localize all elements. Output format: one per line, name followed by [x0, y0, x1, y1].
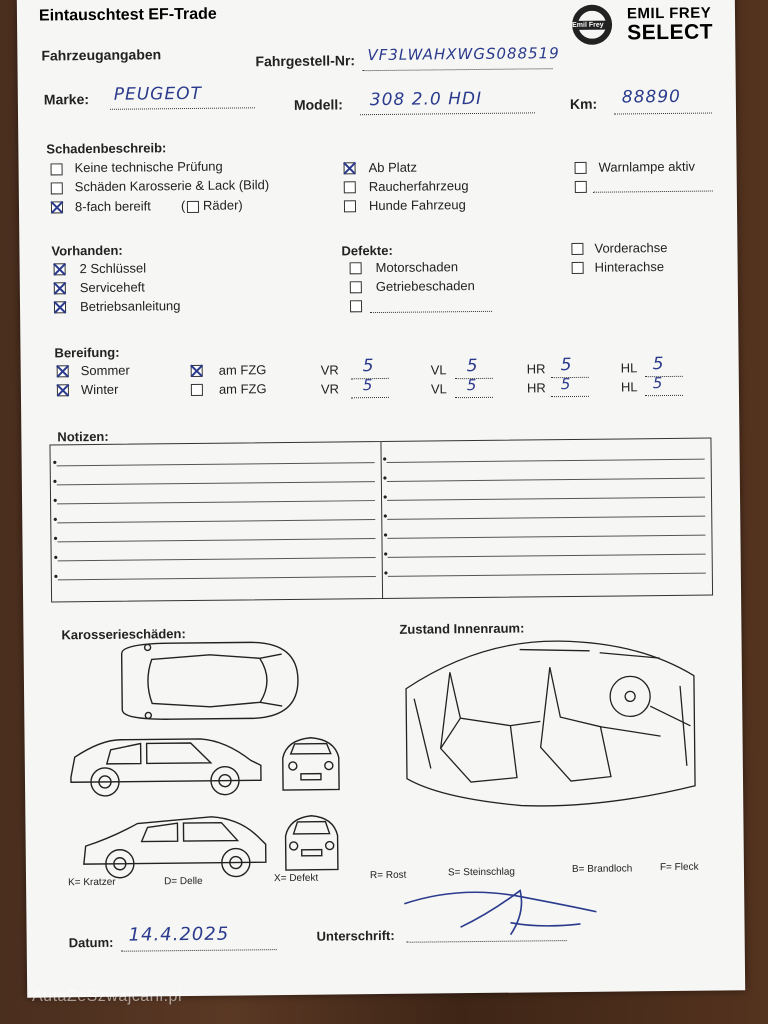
eight-tires-checkbox[interactable]	[51, 201, 63, 213]
summer-hr-value: 5	[560, 354, 573, 376]
front-axle-checkbox[interactable]	[571, 243, 583, 255]
summer-label: Sommer	[80, 362, 130, 379]
car-side-view-icon	[71, 738, 262, 796]
notes-right-column[interactable]	[380, 439, 712, 598]
watermark: AutaZeSzwajcarii.pl	[32, 988, 182, 1005]
legend-stone-chip: S= Steinschlag	[447, 866, 516, 879]
summer-hl-value: 5	[652, 354, 665, 375]
summer-hl-label: HL	[620, 360, 638, 376]
km-value: 88890	[621, 86, 682, 108]
gearbox-damage-label: Getriebeschaden	[375, 278, 475, 295]
signature-label: Unterschrift:	[316, 927, 395, 944]
brand-name: EMIL FREY	[626, 4, 712, 23]
no-tech-check-label: Keine technische Prüfung	[74, 158, 223, 176]
winter-on-car-checkbox[interactable]	[191, 384, 203, 396]
wheels-note: Räder)	[202, 197, 243, 213]
no-tech-check-checkbox[interactable]	[51, 163, 63, 175]
eight-tires-label: 8-fach bereift	[74, 198, 151, 215]
winter-checkbox[interactable]	[57, 384, 69, 396]
summer-vr-label: VR	[320, 362, 339, 378]
manual-checkbox[interactable]	[54, 301, 66, 313]
winter-vr-label: VR	[320, 381, 340, 397]
interior-diagram	[400, 636, 702, 819]
car-top-view-icon	[122, 642, 299, 720]
winter-hr-label: HR	[526, 380, 546, 396]
signature-scribble	[400, 882, 601, 944]
summer-checkbox[interactable]	[57, 365, 69, 377]
vin-label: Fahrgestell-Nr:	[255, 52, 356, 70]
front-axle-label: Vorderachse	[594, 239, 668, 256]
legend-dent: D= Delle	[163, 875, 203, 888]
manual-label: Betriebsanleitung	[79, 298, 181, 315]
vin-value: VF3LWAHXWGS088519	[367, 44, 560, 65]
body-damage-label: Schäden Karosserie & Lack (Bild)	[74, 177, 270, 195]
model-label: Modell:	[293, 96, 344, 113]
service-book-label: Serviceheft	[79, 279, 145, 296]
winter-vr-value: 5	[362, 376, 374, 395]
rear-axle-checkbox[interactable]	[572, 262, 584, 274]
km-label: Km:	[569, 95, 598, 112]
present-section-title: Vorhanden:	[51, 242, 123, 259]
interior-title: Zustand Innenraum:	[399, 620, 525, 637]
winter-vl-value: 5	[466, 375, 478, 395]
dog-car-label: Hunde Fahrzeug	[368, 197, 466, 214]
ab-platz-label: Ab Platz	[368, 159, 418, 176]
car-rear-view-icon	[285, 815, 338, 870]
notes-box[interactable]	[49, 438, 713, 603]
engine-damage-checkbox[interactable]	[350, 262, 362, 274]
keys-checkbox[interactable]	[54, 263, 66, 275]
make-value: PEUGEOT	[113, 83, 203, 105]
date-value: 14.4.2025	[128, 923, 230, 946]
winter-label: Winter	[80, 381, 119, 398]
legend-defect: X= Defekt	[273, 872, 319, 885]
car-side-view-2-icon	[83, 816, 266, 878]
legend-burn-hole: B= Brandloch	[571, 863, 633, 876]
wheels-note-open: (	[180, 198, 186, 214]
keys-label: 2 Schlüssel	[79, 260, 147, 277]
defects-section-title: Defekte:	[341, 242, 393, 259]
smoker-checkbox[interactable]	[344, 181, 356, 193]
winter-hr-value: 5	[560, 375, 572, 394]
warning-lamp-checkbox[interactable]	[575, 162, 587, 174]
winter-vl-label: VL	[430, 381, 447, 397]
summer-on-car-checkbox[interactable]	[191, 365, 203, 377]
extra-defect-checkbox[interactable]	[350, 300, 362, 312]
engine-damage-label: Motorschaden	[375, 259, 459, 276]
summer-hr-label: HR	[526, 361, 546, 377]
extra-damage-checkbox[interactable]	[575, 181, 587, 193]
form-title: Eintauschtest EF-Trade	[38, 5, 217, 25]
emil-frey-logo	[569, 2, 714, 53]
brand-select: SELECT	[627, 20, 714, 45]
winter-hl-value: 5	[652, 374, 664, 393]
summer-vl-value: 5	[466, 355, 479, 377]
gearbox-damage-checkbox[interactable]	[350, 281, 362, 293]
form-sheet	[17, 0, 745, 998]
vehicle-section-title: Fahrzeugangaben	[41, 46, 162, 64]
warning-lamp-label: Warnlampe aktiv	[598, 158, 695, 175]
summer-vr-value: 5	[362, 356, 375, 377]
legend-scratch: K= Kratzer	[67, 876, 116, 889]
date-label: Datum:	[68, 934, 114, 951]
winter-on-car-label: am FZG	[218, 381, 267, 397]
make-label: Marke:	[43, 91, 90, 108]
body-damage-checkbox[interactable]	[51, 182, 63, 194]
body-damage-title: Karosserieschäden:	[61, 626, 186, 643]
dog-car-checkbox[interactable]	[344, 200, 356, 212]
summer-vl-label: VL	[430, 362, 447, 378]
tires-section-title: Bereifung:	[54, 344, 120, 361]
brand-small-text: Emil Frey	[572, 21, 604, 29]
damage-section-title: Schadenbeschreib:	[46, 140, 167, 157]
notes-left-column[interactable]	[50, 442, 382, 601]
ab-platz-checkbox[interactable]	[344, 162, 356, 174]
rear-axle-label: Hinterachse	[594, 259, 665, 275]
winter-hl-label: HL	[620, 379, 638, 395]
legend-stain: F= Fleck	[659, 861, 699, 874]
notes-section-title: Notizen:	[57, 428, 109, 445]
legend-rust: R= Rost	[369, 869, 407, 882]
summer-on-car-label: am FZG	[218, 362, 267, 378]
smoker-label: Raucherfahrzeug	[368, 178, 469, 195]
wheels-checkbox[interactable]	[187, 201, 199, 213]
car-front-view-icon	[283, 737, 340, 790]
car-interior-icon	[406, 640, 696, 808]
model-value: 308 2.0 HDI	[369, 88, 483, 111]
service-book-checkbox[interactable]	[54, 282, 66, 294]
